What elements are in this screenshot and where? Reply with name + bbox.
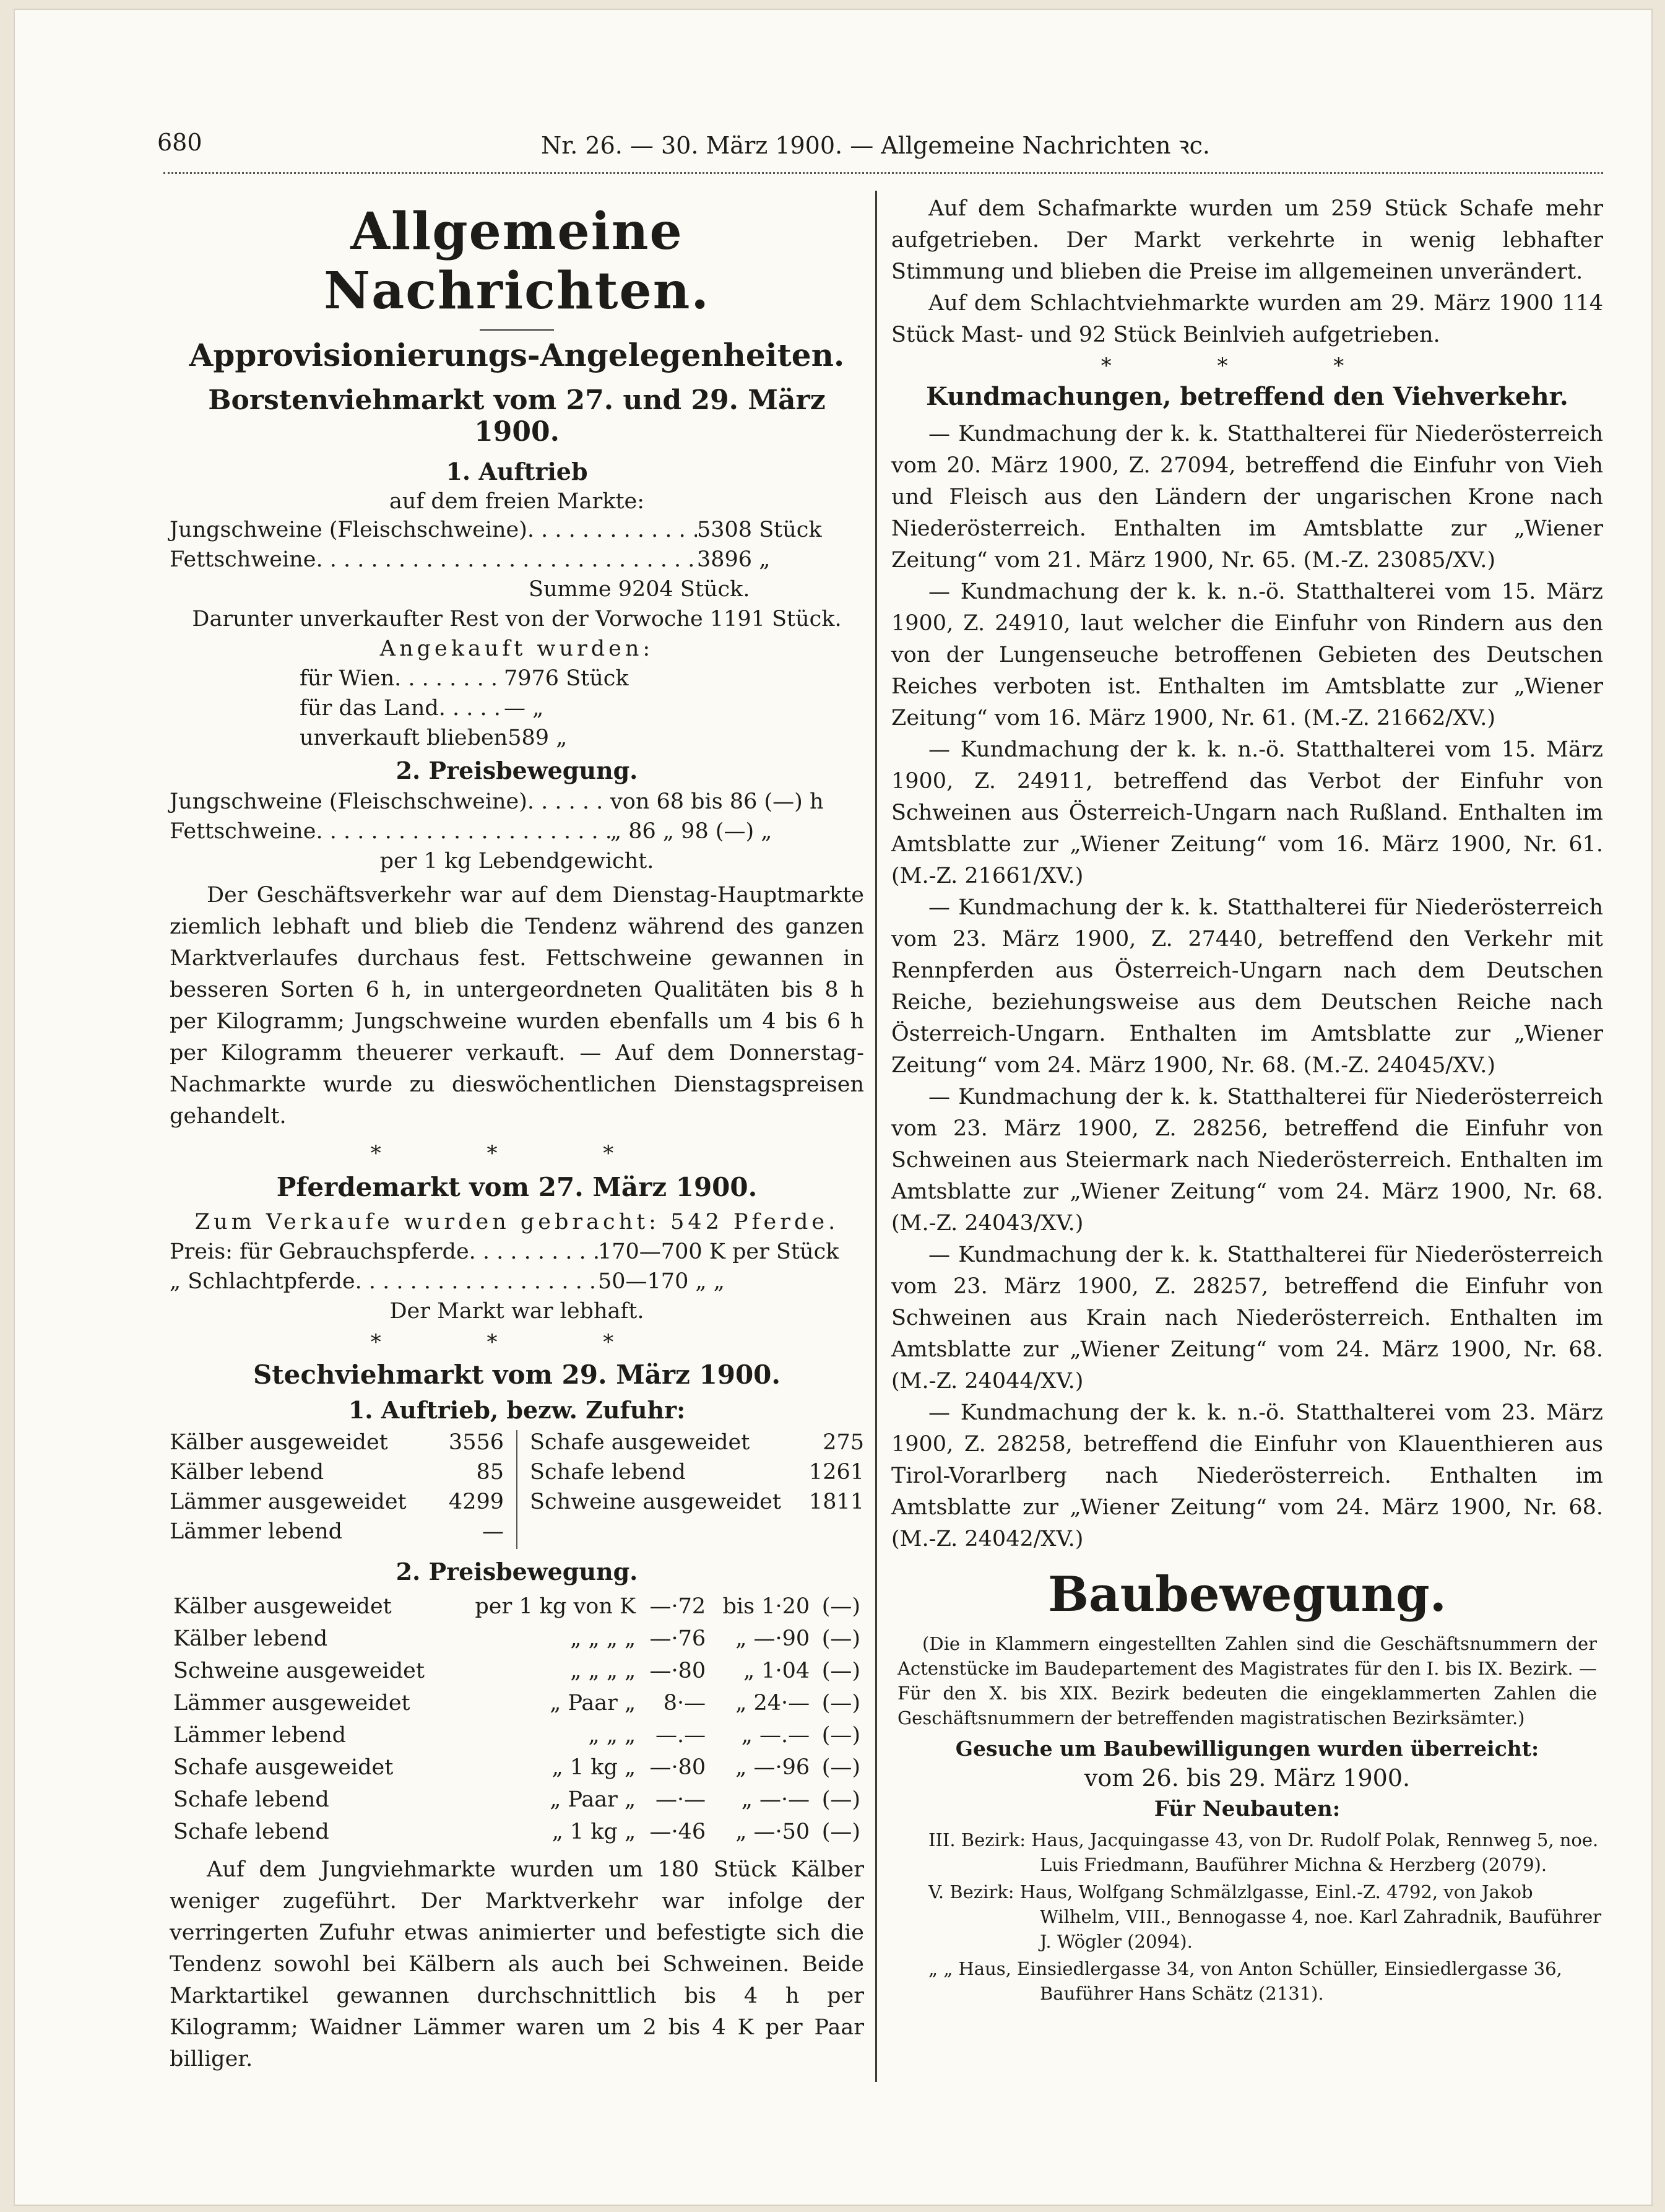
separator-stars: * * * bbox=[1101, 353, 1394, 378]
table-cell: „ 1 kg „ bbox=[551, 1755, 636, 1780]
item-label: Jungschweine (Fleischschweine) bbox=[170, 789, 527, 814]
list-item: III. Bezirk: Haus, Jacquingasse 43, von Dr. Rudolf Polak, Rennweg 5, noe. Luis Friedmann, Bauführer Michna & Herzberg (2079). bbox=[928, 1829, 1599, 1875]
item-value: „ 86 „ 98 (—) „ bbox=[610, 819, 772, 844]
running-title: Nr. 26. — 30. März 1900. — Allgemeine Nachrichten ꝛc. bbox=[541, 132, 1210, 159]
table-cell: (—) bbox=[821, 1755, 860, 1780]
kundmachungen-heading: Kundmachungen, betreffend den Viehverkehr. bbox=[926, 382, 1568, 411]
auftrieb-list bbox=[170, 518, 864, 572]
page-number: 680 bbox=[157, 129, 202, 156]
item-value: von 68 bis 86 (—) h bbox=[610, 789, 824, 814]
table-cell: Schafe ausgeweidet bbox=[173, 1755, 394, 1780]
list-item: V. Bezirk: Haus, Wolfgang Schmälzlgasse, Einl.-Z. 4792, von Jakob Wilhelm, VIII., Bennogasse 4, noe. Karl Zahradnik, Bauführer J. Wögler (2094). bbox=[928, 1881, 1602, 1952]
borstenvieh-heading: Borstenviehmarkt vom 27. und 29. März 1900. bbox=[208, 384, 826, 448]
jungvieh-text: Auf dem Jungviehmarkte wurden um 180 Stück Kälber weniger zugeführt. Der Marktverkehr war infolge der verringerten Zufuhr etwas animierter und befestigte sich die Tendenz sowohl bei Kälbern als auch bei Schweinen. Beide Marktartikel gewannen durchschnittlich bis 4 h per Kilogramm; Waidner Lämmer waren um 2 bis 4 K per Paar billiger. bbox=[170, 1857, 864, 2071]
list-item bbox=[170, 789, 839, 814]
list-item: — Kundmachung der k. k. n.-ö. Statthalterei vom 15. März 1900, Z. 24910, laut welcher die Einfuhr von Rindern aus den von der Lungenseuche betroffenen Gebieten des Deutschen Reiches verboten ist. Enthalten im Amtsblatte zur „Wiener Zeitung“ vom 16. März 1900, Nr. 61. (M.-Z. 21662/XV.) bbox=[891, 579, 1603, 731]
list-item: „ „ Haus, Einsiedlergasse 34, von Anton Schüller, Einsiedlergasse 36, Bauführer Hans Schätz (2131). bbox=[928, 1958, 1562, 2004]
table-row: Kälber ausgeweidet 3556 bbox=[170, 1430, 504, 1455]
gesuche-date: vom 26. bis 29. März 1900. bbox=[1084, 1764, 1411, 1792]
stechvieh-preis-heading: 2. Preisbewegung. bbox=[396, 1558, 638, 1585]
preisbewegung-heading: 2. Preisbewegung. bbox=[396, 757, 638, 784]
rest-note: Darunter unverkaufter Rest von der Vorwoche 1191 Stück. bbox=[192, 607, 842, 631]
price-table-body bbox=[170, 1590, 864, 1848]
list-item bbox=[300, 696, 634, 721]
item-label: für das Land bbox=[300, 696, 439, 721]
stechvieh-auftrieb-table bbox=[170, 1430, 864, 1549]
list-item bbox=[170, 1239, 858, 1264]
table-cell: „ —·— bbox=[741, 1787, 810, 1812]
main-title: Allgemeine Nachrichten. bbox=[324, 202, 710, 321]
schlachtvieh-text: Auf dem Schlachtviehmarkte wurden am 29. März 1900 114 Stück Mast- und 92 Stück Beinlvieh aufgetrieben. bbox=[891, 291, 1603, 347]
list-item: — Kundmachung der k. k. Statthalterei für Niederösterreich vom 23. März 1900, Z. 28257, betreffend die Einfuhr von Schweinen aus Krain nach Niederösterreich. Enthalten im Amtsblatte zur „Wiener Zeitung“ vom 24. März 1900, Nr. 68. (M.-Z. 24044/XV.) bbox=[891, 1243, 1603, 1394]
list-item: — Kundmachung der k. k. Statthalterei für Niederösterreich vom 23. März 1900, Z. 28256, betreffend die Einfuhr von Schweinen aus Steiermark nach Niederösterreich. Enthalten im Amtsblatte zur „Wiener Zeitung“ vom 24. März 1900, Nr. 68. (M.-Z. 24043/XV.) bbox=[891, 1085, 1603, 1236]
table-row bbox=[170, 1751, 864, 1784]
table-cell: Lämmer ausgeweidet bbox=[173, 1691, 410, 1715]
table-cell: (—) bbox=[821, 1819, 860, 1844]
table-cell: „ —.— bbox=[741, 1723, 810, 1748]
right-column bbox=[891, 193, 1603, 2008]
table-row bbox=[170, 1816, 864, 1848]
table-cell: —·46 bbox=[649, 1819, 706, 1844]
table-cell: —.— bbox=[655, 1723, 706, 1748]
title-rule bbox=[480, 329, 554, 331]
item-value: 589 „ bbox=[508, 726, 568, 750]
pferdemarkt-note: Der Markt war lebhaft. bbox=[389, 1299, 644, 1324]
table-row: Schafe lebend 1261 bbox=[530, 1460, 864, 1485]
list-item bbox=[170, 518, 821, 542]
table-right bbox=[517, 1430, 864, 1549]
table-cell: —·80 bbox=[649, 1755, 706, 1780]
table-cell: „ „ „ „ bbox=[570, 1626, 636, 1651]
item-value: — „ bbox=[504, 696, 544, 721]
auftrieb-sub: auf dem freien Markte: bbox=[389, 489, 645, 514]
item-label: Fettschweine bbox=[170, 547, 316, 572]
summe: Summe 9204 Stück. bbox=[529, 577, 750, 602]
table-cell: —·— bbox=[655, 1787, 706, 1812]
pferdemarkt-heading: Pferdemarkt vom 27. März 1900. bbox=[276, 1172, 758, 1202]
table-row: Schafe ausgeweidet 275 bbox=[530, 1430, 864, 1455]
list-item bbox=[300, 666, 634, 691]
price-table bbox=[170, 1590, 864, 1848]
table-cell: (—) bbox=[821, 1723, 860, 1748]
table-row: Lämmer ausgeweidet 4299 bbox=[170, 1490, 504, 1514]
newspaper-page bbox=[14, 9, 1653, 2206]
table-cell: (—) bbox=[821, 1594, 860, 1619]
table-row bbox=[170, 1687, 864, 1719]
table-row: Kälber lebend 85 bbox=[170, 1460, 504, 1485]
table-cell: —·80 bbox=[649, 1659, 706, 1683]
pferde-list bbox=[170, 1239, 864, 1294]
table-cell: Lämmer lebend bbox=[173, 1723, 347, 1748]
baubewegung-note: (Die in Klammern eingestellten Zahlen sind die Geschäftsnummern der Actenstücke im Baudepartement des Magistrates für den I. bis IX. Bezirk. — Für den X. bis XIX. Bezirk bedeuten die eingeklammerten Zahlen die Geschäftsnummern der betreffenden magistratischen Bezirksämter.) bbox=[897, 1633, 1597, 1728]
table-row bbox=[170, 1590, 864, 1623]
table-cell: Kälber ausgeweidet bbox=[173, 1594, 392, 1619]
neubauten-list bbox=[891, 1828, 1603, 2006]
list-item: — Kundmachung der k. k. n.-ö. Statthalterei vom 15. März 1900, Z. 24911, betreffend das Verbot der Einfuhr von Schweinen aus Österreich-Ungarn nach Rußland. Enthalten im Amtsblatte zur „Wiener Zeitung“ vom 16. März 1900, Nr. 61. (M.-Z. 21661/XV.) bbox=[891, 737, 1603, 888]
item-value: 5308 Stück bbox=[697, 518, 822, 542]
table-cell: „ Paar „ bbox=[550, 1787, 636, 1812]
list-item: — Kundmachung der k. k. Statthalterei für Niederösterreich vom 23. März 1900, Z. 27440, betreffend den Verkehr mit Rennpferden aus Österreich-Ungarn nach dem Deutschen Reiche, beziehungsweise aus dem Deutschen Reiche nach Österreich-Ungarn. Enthalten im Amtsblatte zur „Wiener Zeitung“ vom 24. März 1900, Nr. 68. (M.-Z. 24045/XV.) bbox=[891, 895, 1603, 1078]
table-cell: (—) bbox=[821, 1787, 860, 1812]
section-heading: Approvisionierungs-Angelegenheiten. bbox=[189, 337, 845, 373]
table-cell: Schweine ausgeweidet bbox=[173, 1659, 425, 1683]
schafmarkt-text: Auf dem Schafmarkte wurden um 259 Stück Schafe mehr aufgetrieben. Der Markt verkehrte in wenig lebhafter Stimmung und blieben die Preise im allgemeinen unverändert. bbox=[891, 196, 1603, 284]
table-row bbox=[170, 1719, 864, 1751]
item-label: Jungschweine (Fleischschweine) bbox=[170, 518, 527, 542]
separator-stars: * * * bbox=[370, 1141, 664, 1166]
item-value: 170—700 K per Stück bbox=[598, 1239, 839, 1264]
neubauten-heading: Für Neubauten: bbox=[1154, 1797, 1341, 1821]
table-cell: (—) bbox=[821, 1691, 860, 1715]
column-divider bbox=[875, 191, 877, 2082]
list-item: — Kundmachung der k. k. Statthalterei für Niederösterreich vom 20. März 1900, Z. 27094, betreffend die Einfuhr von Vieh und Fleisch aus den Ländern der ungarischen Krone nach Niederösterreich. Enthalten im Amtsblatte zur „Wiener Zeitung“ vom 21. März 1900, Nr. 65. (M.-Z. 23085/XV.) bbox=[891, 422, 1603, 573]
table-cell: 8·— bbox=[663, 1691, 706, 1715]
item-label: „ Schlachtpferde bbox=[170, 1269, 355, 1294]
preis-unit: per 1 kg Lebendgewicht. bbox=[379, 849, 654, 874]
angekauft-list bbox=[170, 666, 634, 750]
table-cell: „ —·96 bbox=[735, 1755, 810, 1780]
table-row bbox=[170, 1655, 864, 1687]
list-item bbox=[300, 726, 634, 750]
table-cell: Schafe lebend bbox=[173, 1787, 329, 1812]
angekauft-heading: Angekauft wurden: bbox=[379, 636, 654, 661]
table-cell: „ —·50 bbox=[735, 1819, 810, 1844]
table-cell: (—) bbox=[821, 1659, 860, 1683]
stechvieh-auftrieb-heading: 1. Auftrieb, bezw. Zufuhr: bbox=[348, 1396, 686, 1424]
item-value: 50—170 „ „ bbox=[598, 1269, 725, 1294]
table-row bbox=[170, 1784, 864, 1816]
left-column bbox=[170, 196, 864, 2075]
item-value: 7976 Stück bbox=[504, 666, 629, 691]
table-cell: Kälber lebend bbox=[173, 1626, 328, 1651]
list-item bbox=[170, 547, 821, 572]
table-cell: —·76 bbox=[649, 1626, 706, 1651]
table-cell: Schafe lebend bbox=[173, 1819, 329, 1844]
table-cell: bis 1·20 bbox=[722, 1594, 810, 1619]
table-left bbox=[170, 1430, 517, 1549]
header-rule bbox=[163, 172, 1603, 174]
item-value: 3896 „ bbox=[697, 547, 771, 572]
market-report-text: Der Geschäftsverkehr war auf dem Dienstag-Hauptmarkte ziemlich lebhaft und blieb die Tendenz während des ganzen Marktverlaufes durchaus fest. Fettschweine gewannen in besseren Sorten 6 h, in untergeordneten Qualitäten bis 8 h per Kilogramm; Jungschweine wurden ebenfalls um 4 bis 6 h per Kilogramm theuerer verkauft. — Auf dem Donnerstag-Nachmarkte wurde zu dieswöchentlichen Dienstagspreisen gehandelt. bbox=[170, 883, 864, 1129]
table-cell: „ 1 kg „ bbox=[551, 1819, 636, 1844]
table-cell: „ 1·04 bbox=[743, 1659, 810, 1683]
list-item bbox=[170, 819, 839, 844]
gesuche-heading: Gesuche um Baubewilligungen wurden überreicht: bbox=[955, 1737, 1539, 1761]
table-cell: (—) bbox=[821, 1626, 860, 1651]
list-item bbox=[170, 1269, 858, 1294]
table-cell: „ „ „ „ bbox=[570, 1659, 636, 1683]
kundmachungen-list bbox=[891, 419, 1603, 1555]
item-label: Preis: für Gebrauchspferde bbox=[170, 1239, 469, 1264]
item-label: für Wien bbox=[300, 666, 395, 691]
separator-stars: * * * bbox=[370, 1330, 664, 1355]
stechviehmarkt-heading: Stechviehmarkt vom 29. März 1900. bbox=[253, 1360, 781, 1390]
table-cell: „ „ „ bbox=[588, 1723, 636, 1748]
table-cell: „ Paar „ bbox=[550, 1691, 636, 1715]
preis-list bbox=[170, 789, 864, 844]
item-label: unverkauft blieben bbox=[300, 726, 508, 750]
pferdemarkt-intro: Zum Verkaufe wurden gebracht: 542 Pferde. bbox=[194, 1210, 839, 1234]
table-row: Schweine ausgeweidet 1811 bbox=[530, 1490, 864, 1514]
table-cell: —·72 bbox=[649, 1594, 706, 1619]
table-row bbox=[170, 1623, 864, 1655]
table-cell: per 1 kg von K bbox=[475, 1594, 636, 1619]
table-cell: „ 24·— bbox=[735, 1691, 810, 1715]
baubewegung-title: Baubewegung. bbox=[1048, 1566, 1447, 1623]
auftrieb-heading: 1. Auftrieb bbox=[446, 458, 588, 485]
table-row: Lämmer lebend — bbox=[170, 1519, 504, 1544]
table-cell: „ —·90 bbox=[735, 1626, 810, 1651]
list-item: — Kundmachung der k. k. n.-ö. Statthalterei vom 23. März 1900, Z. 28258, betreffend die Einfuhr von Klauenthieren aus Tirol-Vorarlberg nach Niederösterreich. Enthalten im Amtsblatte zur „Wiener Zeitung“ vom 24. März 1900, Nr. 68. (M.-Z. 24042/XV.) bbox=[891, 1400, 1603, 1551]
item-label: Fettschweine bbox=[170, 819, 316, 844]
